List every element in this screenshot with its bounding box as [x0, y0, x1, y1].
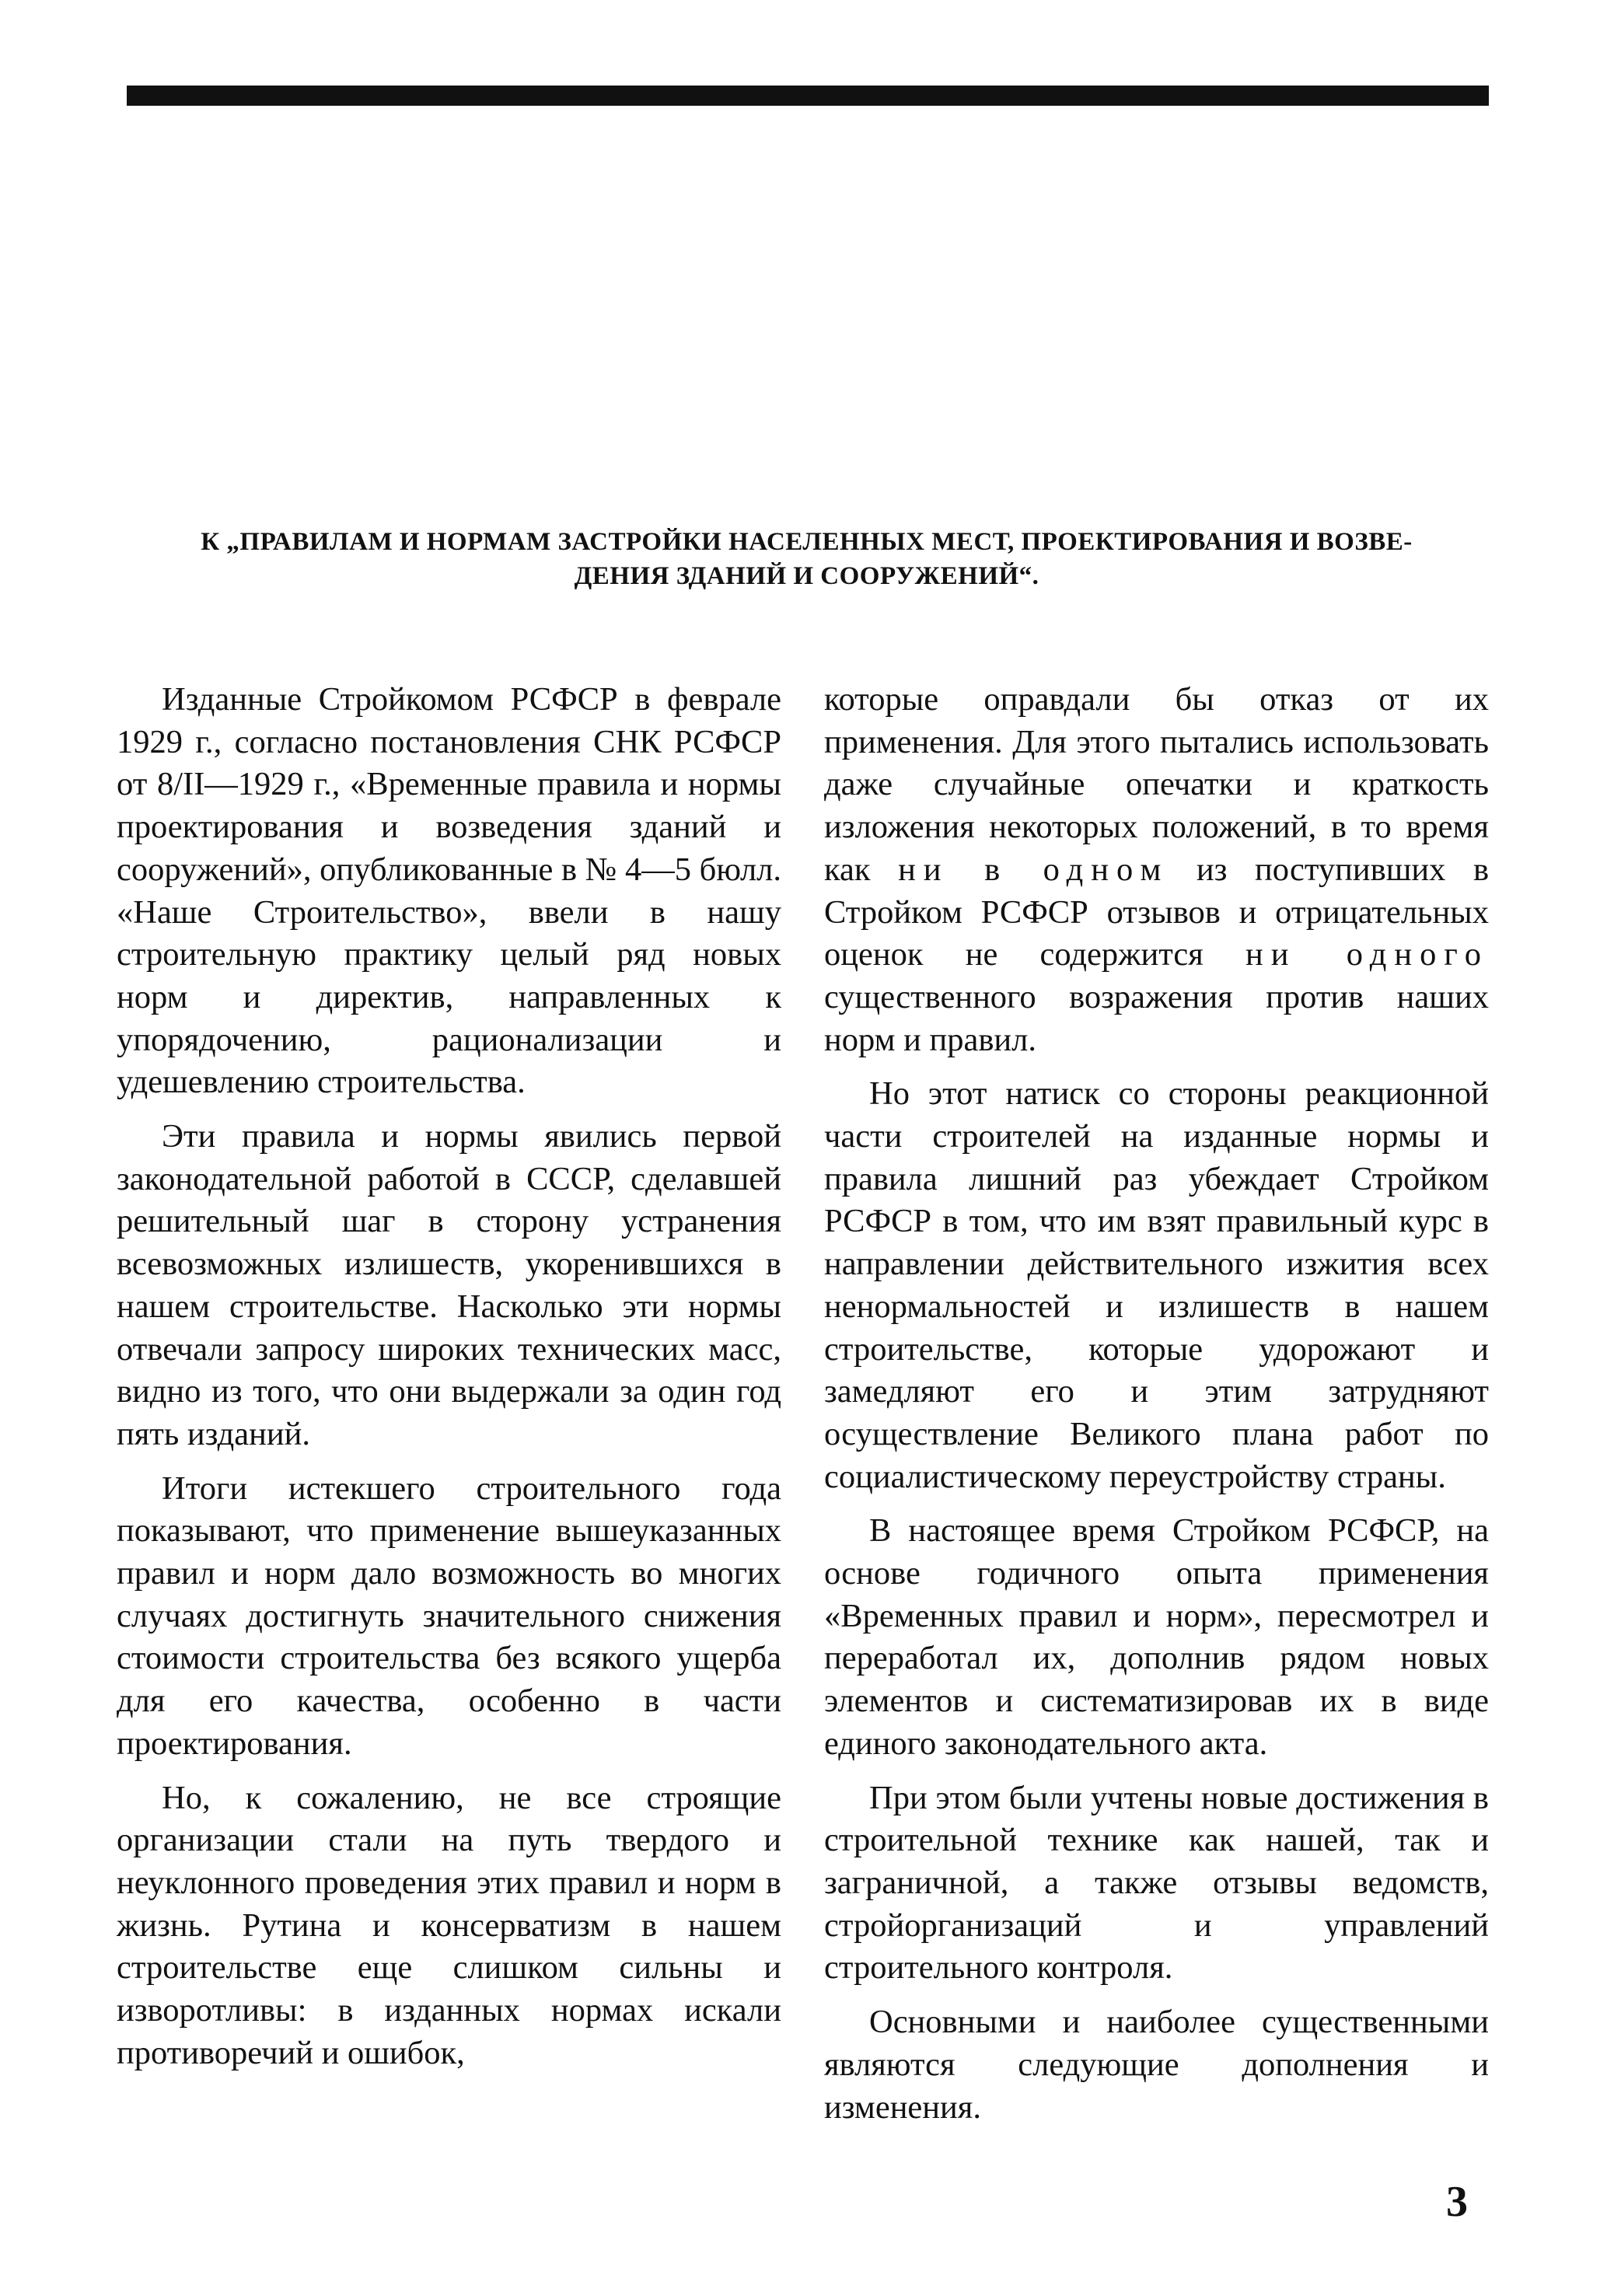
text-segment: существенного возражения против наших норм и правил.	[824, 978, 1489, 1058]
header-rule	[127, 86, 1489, 106]
left-column	[117, 679, 781, 2087]
title-line-2: ДЕНИЯ ЗДАНИЙ И СООРУЖЕНИЙ“.	[574, 562, 1039, 590]
page-number: 3	[1446, 2178, 1468, 2226]
page-title	[117, 525, 1497, 593]
paragraph: Изданные Стройкомом РСФСР в феврале 1929 г., согласно постановления СНК РСФСР от 8/II—1929 г., «Временные правила и нормы проектирования и возведения зданий и сооружений», опубликованные в № 4—5 бюлл. «Наше Строительство», ввели в нашу строительную практику целый ряд новых норм и директив, направленных к упорядочению, рационализации и удешевлению строительства.	[117, 681, 781, 1101]
paragraph: Но этот натиск со стороны реакционной части строителей на изданные нормы и правила лишний раз убеждает Стройком РСФСР в том, что им взят правильный курс в направлении действительного изжития всех ненормальностей и излишеств в нашем строительстве, которые удорожают и замедляют его и этим затрудняют осуществление Великого плана работ по социалистическому переустройству страны.	[824, 1075, 1489, 1495]
paragraph-continued	[824, 679, 1489, 1061]
paragraph: В настоящее время Стройком РСФСР, на основе годичного опыта применения «Временных правил и норм», пересмотрел и переработал их, дополнив рядом новых элементов и систематизировав их в виде единого законодательного акта.	[824, 1512, 1489, 1762]
text-segment: из поступивших в Стройком РСФСР отзывов и отрицательных оценок не содержится	[824, 851, 1490, 973]
emphasis-spaced: ни в одном	[898, 851, 1169, 888]
title-line-1: К „ПРАВИЛАМ И НОРМАМ ЗАСТРОЙКИ НАСЕЛЕННЫХ МЕСТ, ПРОЕКТИРОВАНИЯ И ВОЗВЕ-	[201, 528, 1413, 556]
paragraph: При этом были учтены новые достижения в строительной технике как нашей, так и заграничной, а также отзывы ведомств, стройорганизаций и управлений строительного контроля.	[824, 1779, 1489, 1987]
paragraph: Эти правила и нормы явились первой законодательной работой в СССР, сделавшей решительный шаг в сторону устранения всевозможных излишеств, укоренившихся в нашем строительстве. Насколько эти нормы отвечали запросу широких технических масс, видно из того, что они выдержали за один год пять изданий.	[117, 1118, 781, 1452]
paragraph: Основными и наиболее существенными являются следующие дополнения и изменения.	[824, 2004, 1489, 2126]
right-column	[824, 679, 1489, 2140]
text-segment: которые оправдали бы отказ от их применения. Для этого пытались использовать даже случайные опечатки и краткость изложения некоторых положений, в то время как	[824, 681, 1489, 888]
paragraph: Но, к сожалению, не все строящие организации стали на путь твердого и неуклонного проведения этих правил и норм в жизнь. Рутина и консерватизм в нашем строительстве еще слишком сильны и изворотливы: в изданных нормах искали противоречий и ошибок,	[117, 1779, 781, 2071]
emphasis-spaced: ни одного	[1245, 936, 1489, 973]
paragraph: Итоги истекшего строительного года показывают, что применение вышеуказанных правил и норм дало возможность во многих случаях достигнуть значительного снижения стоимости строительства без всякого ущерба для его качества, особенно в части проектирования.	[117, 1470, 781, 1762]
